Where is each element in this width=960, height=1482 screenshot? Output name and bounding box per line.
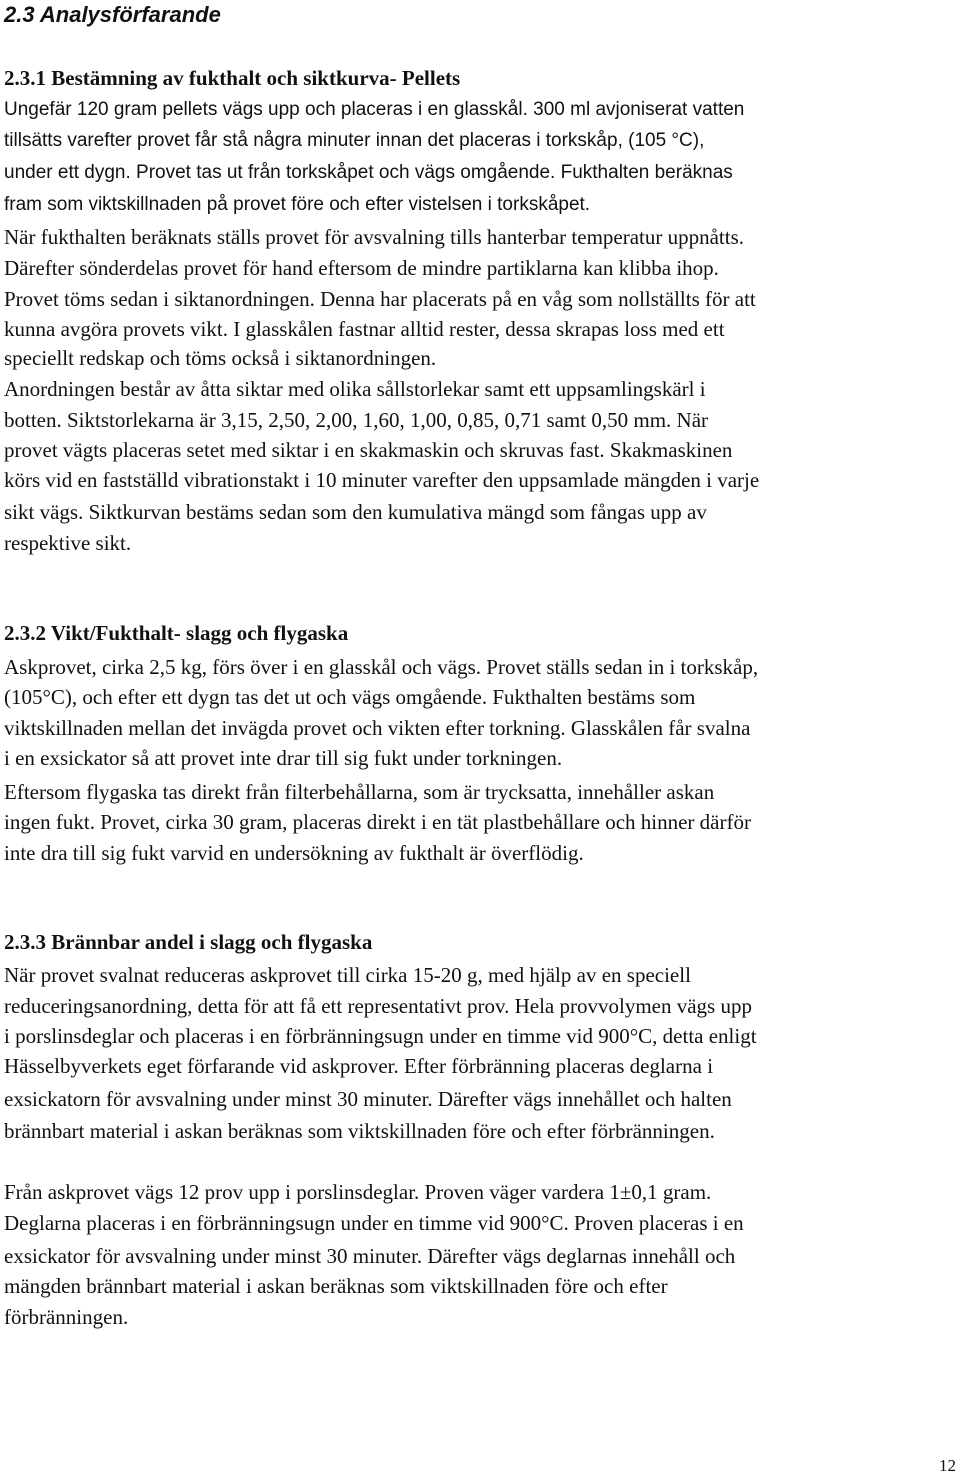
text-line: i en exsickator så att provet inte drar till sig fukt under torkningen. (4, 746, 563, 770)
text-line: Eftersom flygaska tas direkt från filterbehållarna, som är trycksatta, innehåller askan (4, 780, 715, 804)
text-line: provet vägts placeras setet med siktar i en skakmaskin och skruvas fast. Skakmaskinen (4, 438, 733, 462)
subsection-heading-2-3-3: 2.3.3 Brännbar andel i slagg och flygaska (4, 930, 373, 954)
text-line: reduceringsanordning, detta för att få ett representativt prov. Hela provvolymen vägs upp (4, 994, 752, 1018)
subsection-heading-2-3-2: 2.3.2 Vikt/Fukthalt- slagg och flygaska (4, 621, 349, 645)
text-line: exsickator för avsvalning under minst 30 minuter. Därefter vägs deglarnas innehåll och (4, 1244, 736, 1268)
text-line: Askprovet, cirka 2,5 kg, förs över i en glasskål och vägs. Provet ställs sedan in i torkskåp, (4, 655, 759, 679)
page-number: 12 (939, 1456, 956, 1475)
text-line: Anordningen består av åtta siktar med olika sållstorlekar samt ett uppsamlingskärl i (4, 377, 706, 401)
text-line: mängden brännbart material i askan beräknas som viktskillnaden före och efter (4, 1274, 668, 1298)
text-line: kunna avgöra provets vikt. I glasskålen fastnar alltid rester, dessa skrapas loss med ett (4, 317, 725, 341)
subsection-heading-2-3-1: 2.3.1 Bestämning av fukthalt och siktkurva- Pellets (4, 66, 461, 90)
text-line: När provet svalnat reduceras askprovet till cirka 15-20 g, med hjälp av en speciell (4, 963, 691, 987)
text-line: Ungefär 120 gram pellets vägs upp och placeras i en glasskål. 300 ml avjoniserat vatten (4, 99, 745, 120)
text-line: förbränningen. (4, 1305, 129, 1329)
text-line: Från askprovet vägs 12 prov upp i porslinsdeglar. Proven väger vardera 1±0,1 gram. (4, 1180, 712, 1204)
text-line: sikt vägs. Siktkurvan bestäms sedan som den kumulativa mängd som fångas upp av (4, 500, 707, 524)
text-line: inte dra till sig fukt varvid en undersökning av fukthalt är överflödig. (4, 841, 584, 865)
text-line: exsickatorn för avsvalning under minst 30 minuter. Därefter vägs innehållet och halten (4, 1087, 732, 1111)
text-line: viktskillnaden mellan det invägda provet och vikten efter torkning. Glasskålen får svalna (4, 716, 751, 740)
text-line: Hässelbyverkets eget förfarande vid askprover. Efter förbränning placeras deglarna i (4, 1054, 714, 1078)
text-line: (105°C), och efter ett dygn tas det ut och vägs omgående. Fukthalten bestäms som (4, 685, 696, 709)
text-line: speciellt redskap och töms också i siktanordningen. (4, 346, 437, 370)
text-line: tillsätts varefter provet får stå några minuter innan det placeras i torkskåp, (105 °C), (4, 130, 705, 151)
text-line: under ett dygn. Provet tas ut från torkskåpet och vägs omgående. Fukthalten beräknas (4, 162, 733, 183)
text-line: ingen fukt. Provet, cirka 30 gram, placeras direkt i en tät plastbehållare och hinner därför (4, 810, 751, 834)
text-line: respektive sikt. (4, 531, 132, 555)
section-title: 2.3 Analysförfarande (4, 2, 221, 27)
text-line: Därefter sönderdelas provet för hand eftersom de mindre partiklarna kan klibba ihop. (4, 256, 719, 280)
text-line: Deglarna placeras i en förbränningsugn under en timme vid 900°C. Proven placeras i en (4, 1211, 744, 1235)
text-line: När fukthalten beräknats ställs provet för avsvalning tills hanterbar temperatur uppnåtts. (4, 225, 745, 249)
text-line: i porslinsdeglar och placeras i en förbränningsugn under en timme vid 900°C, detta enligt (4, 1024, 757, 1048)
text-line: fram som viktskillnaden på provet före och efter vistelsen i torkskåpet. (4, 194, 591, 215)
text-line: brännbart material i askan beräknas som viktskillnaden före och efter förbränningen. (4, 1119, 715, 1143)
text-line: botten. Siktstorlekarna är 3,15, 2,50, 2,00, 1,60, 1,00, 0,85, 0,71 samt 0,50 mm. När (4, 408, 709, 432)
text-line: Provet töms sedan i siktanordningen. Denna har placerats på en våg som nollställts för att (4, 287, 756, 311)
text-line: körs vid en fastställd vibrationstakt i 10 minuter varefter den uppsamlade mängden i varje (4, 468, 760, 492)
